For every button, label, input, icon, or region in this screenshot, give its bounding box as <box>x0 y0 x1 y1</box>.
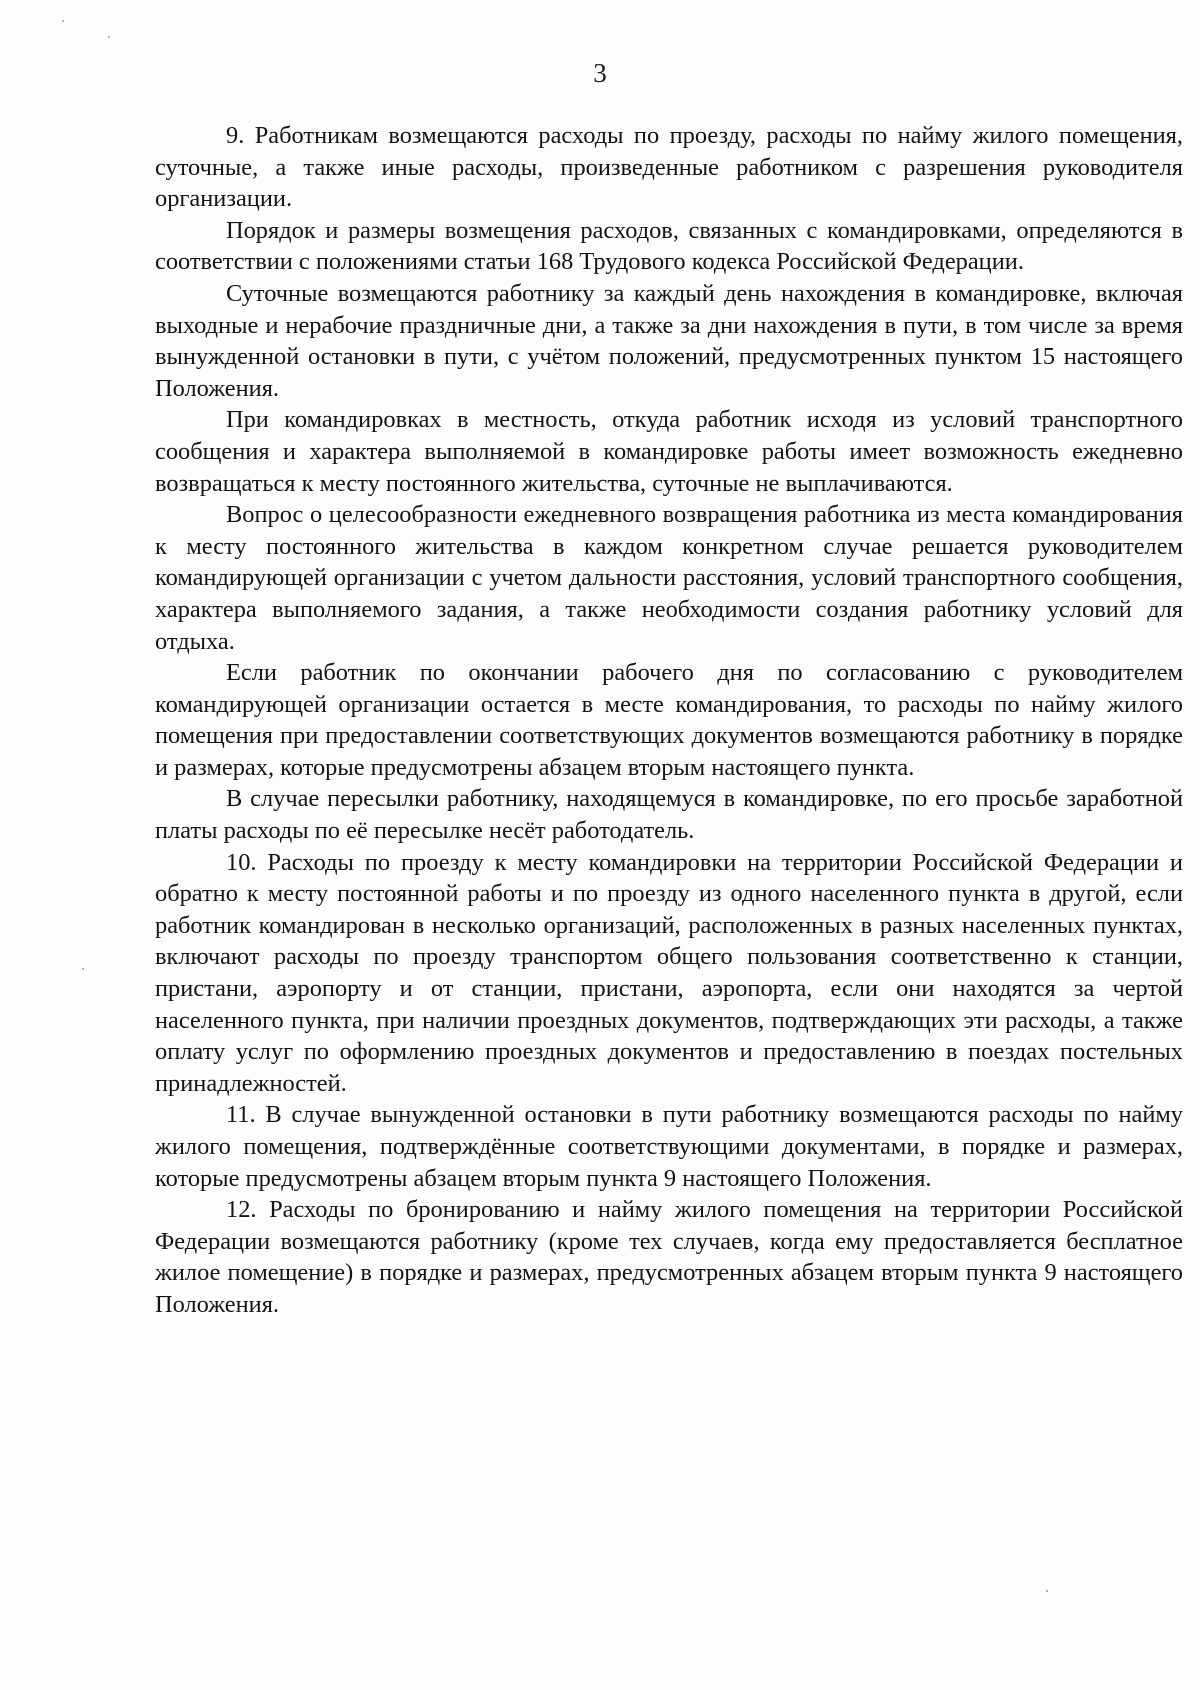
paragraph: 10. Расходы по проезду к месту командировки на территории Российской Федерации и обратно к месту постоянной работы и по проезду из одного населенного пункта в другой, если работник командирован в несколько организаций, расположенных в разных населенных пунктах, включают расходы по проезду транспортом общего пользования соответственно к станции, пристани, аэропорту и от станции, пристани, аэропорта, если они находятся за чертой населенного пункта, при наличии проездных документов, подтверждающих эти расходы, а также оплату услуг по оформлению проездных документов и предоставлению в поездах постельных принадлежностей. <box>155 848 1183 1097</box>
paragraph: В случае пересылки работнику, находящемуся в командировке, по его просьбе заработной платы расходы по её пересылке несёт работодатель. <box>155 785 1183 845</box>
paragraph: 9. Работникам возмещаются расходы по проезду, расходы по найму жилого помещения, суточные, а также иные расходы, произведенные работником с разрешения руководителя организации. <box>155 122 1183 213</box>
paragraph: Вопрос о целесообразности ежедневного возвращения работника из места командирования к месту постоянного жительства в каждом конкретном случае решается руководителем командирующей организации с учетом дальности расстояния, условий транспортного сообщения, характера выполняемого задания, а также необходимости создания работнику условий для отдыха. <box>155 501 1183 655</box>
paragraph: 11. В случае вынужденной остановки в пути работнику возмещаются расходы по найму жилого помещения, подтверждённые соответствующими документами, в порядке и размерах, которые предусмотрены абзацем вторым пункта 9 настоящего Положения. <box>155 1101 1183 1192</box>
page-number: 3 <box>593 58 607 88</box>
paragraph: Порядок и размеры возмещения расходов, связанных с командировками, определяются в соответствии с положениями статьи 168 Трудового кодекса Российской Федерации. <box>155 216 1183 276</box>
paragraph: 12. Расходы по бронированию и найму жилого помещения на территории Российской Федерации возмещаются работнику (кроме тех случаев, когда ему предоставляется бесплатное жилое помещение) в порядке и размерах, предусмотренных абзацем вторым пункта 9 настоящего Положения. <box>155 1196 1183 1318</box>
paragraph: Если работник по окончании рабочего дня по согласованию с руководителем командирующей организации остается в месте командирования, то расходы по найму жилого помещения при предоставлении соответствующих документов возмещаются работнику в порядке и размерах, которые предусмотрены абзацем вторым настоящего пункта. <box>155 659 1183 781</box>
scan-speck <box>62 20 64 22</box>
scan-speck <box>82 968 84 970</box>
paragraph: При командировках в местность, откуда работник исходя из условий транспортного сообщения и характера выполняемой в командировке работы имеет возможность ежедневно возвращаться к месту постоянного жительства, суточные не выплачиваются. <box>155 406 1183 497</box>
paragraph: Суточные возмещаются работнику за каждый день нахождения в командировке, включая выходные и нерабочие праздничные дни, а также за дни нахождения в пути, в том числе за время вынужденной остановки в пути, с учётом положений, предусмотренных пунктом 15 настоящего Положения. <box>155 279 1183 402</box>
scan-speck <box>108 36 110 38</box>
scan-speck <box>1046 1590 1048 1592</box>
document-body <box>155 120 1183 1321</box>
